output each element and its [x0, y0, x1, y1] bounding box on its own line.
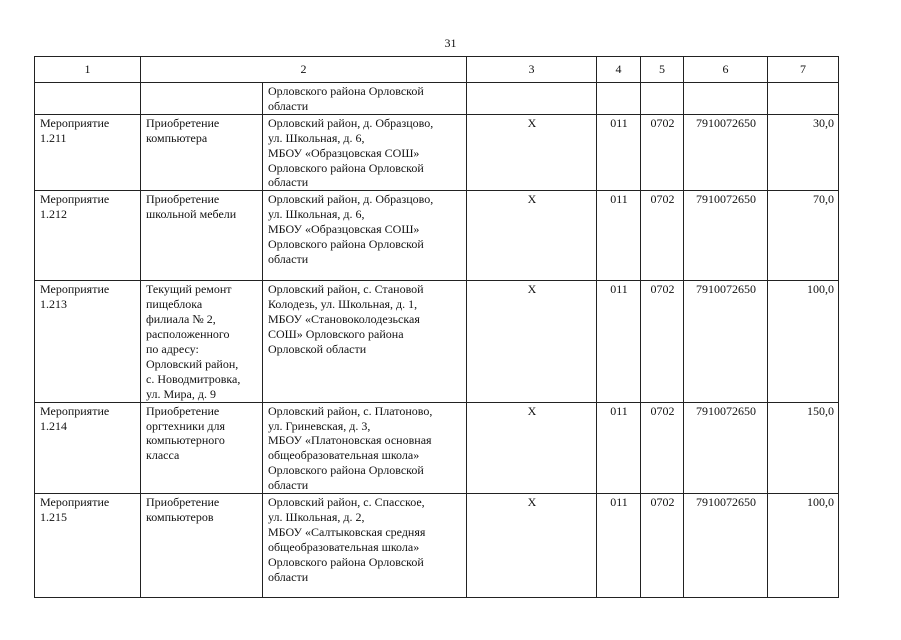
- event-cell: Мероприятие 1.212: [35, 191, 141, 281]
- col6-cell: 7910072650: [684, 191, 768, 281]
- budget-table: [34, 56, 839, 598]
- table-row: [35, 281, 839, 402]
- col6-cell: 7910072650: [684, 494, 768, 598]
- col3-cell: X: [467, 494, 597, 598]
- event-cell: [35, 83, 141, 115]
- col4-cell: 011: [597, 281, 641, 402]
- item-cell: Текущий ремонт пищеблока филиала № 2, расположенного по адресу: Орловский район, с. Новодмитровка, ул. Мира, д. 9: [141, 281, 263, 402]
- address-cell: Орловский район, д. Образцово, ул. Школьная, д. 6, МБОУ «Образцовская СОШ» Орловского района Орловской области: [263, 191, 467, 281]
- table-row: [35, 494, 839, 598]
- col5-cell: 0702: [641, 494, 684, 598]
- item-cell: [141, 83, 263, 115]
- col6-cell: 7910072650: [684, 402, 768, 493]
- col7-cell: 100,0: [768, 494, 839, 598]
- item-cell: Приобретение компьютера: [141, 114, 263, 191]
- address-cell: Орловский район, с. Становой Колодезь, ул. Школьная, д. 1, МБОУ «Становоколодезьская СОШ» Орловского района Орловской области: [263, 281, 467, 402]
- address-cell: Орловский район, д. Образцово, ул. Школьная, д. 6, МБОУ «Образцовская СОШ» Орловского района Орловской области: [263, 114, 467, 191]
- col6-cell: [684, 83, 768, 115]
- col3-cell: [467, 83, 597, 115]
- col5-cell: 0702: [641, 281, 684, 402]
- event-cell: Мероприятие 1.211: [35, 114, 141, 191]
- col6-cell: 7910072650: [684, 281, 768, 402]
- col3-cell: X: [467, 281, 597, 402]
- table-row: [35, 402, 839, 493]
- column-header: 7: [768, 57, 839, 83]
- col4-cell: 011: [597, 191, 641, 281]
- column-header: 2: [141, 57, 467, 83]
- address-cell: Орловский район, с. Спасское, ул. Школьная, д. 2, МБОУ «Салтыковская средняя общеобразовательная школа» Орловского района Орловской области: [263, 494, 467, 598]
- col7-cell: 70,0: [768, 191, 839, 281]
- col6-cell: 7910072650: [684, 114, 768, 191]
- address-cell: Орловский район, с. Платоново, ул. Гриневская, д. 3, МБОУ «Платоновская основная общеобразовательная школа» Орловского района Орловской области: [263, 402, 467, 493]
- table-header-row: [35, 57, 839, 83]
- col7-cell: 30,0: [768, 114, 839, 191]
- column-header: 5: [641, 57, 684, 83]
- item-cell: Приобретение оргтехники для компьютерного класса: [141, 402, 263, 493]
- col3-cell: X: [467, 402, 597, 493]
- column-header: 6: [684, 57, 768, 83]
- col7-cell: [768, 83, 839, 115]
- col3-cell: X: [467, 114, 597, 191]
- column-header: 1: [35, 57, 141, 83]
- col5-cell: [641, 83, 684, 115]
- event-cell: Мероприятие 1.214: [35, 402, 141, 493]
- col4-cell: 011: [597, 494, 641, 598]
- column-header: 4: [597, 57, 641, 83]
- col7-cell: 150,0: [768, 402, 839, 493]
- page-number: 31: [444, 36, 457, 50]
- col5-cell: 0702: [641, 114, 684, 191]
- col4-cell: [597, 83, 641, 115]
- col5-cell: 0702: [641, 191, 684, 281]
- col3-cell: X: [467, 191, 597, 281]
- event-cell: Мероприятие 1.213: [35, 281, 141, 402]
- address-cell: Орловского района Орловской области: [263, 83, 467, 115]
- item-cell: Приобретение школьной мебели: [141, 191, 263, 281]
- event-cell: Мероприятие 1.215: [35, 494, 141, 598]
- item-cell: Приобретение компьютеров: [141, 494, 263, 598]
- column-header: 3: [467, 57, 597, 83]
- table-row-continuation: [35, 83, 839, 115]
- col5-cell: 0702: [641, 402, 684, 493]
- table-row: [35, 191, 839, 281]
- col4-cell: 011: [597, 402, 641, 493]
- table-row: [35, 114, 839, 191]
- col7-cell: 100,0: [768, 281, 839, 402]
- col4-cell: 011: [597, 114, 641, 191]
